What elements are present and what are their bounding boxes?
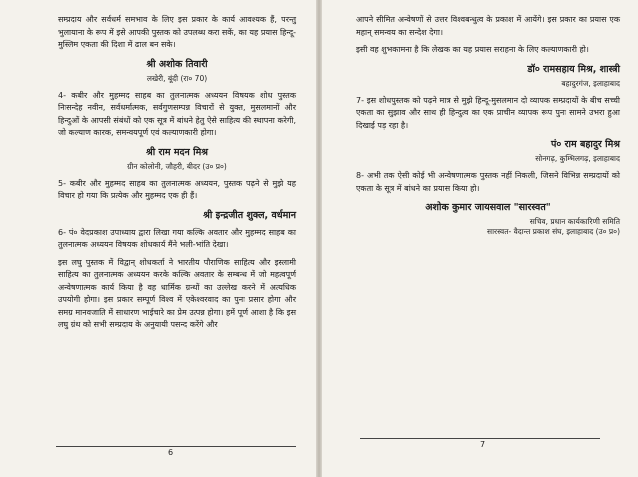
footer-rule <box>56 446 296 447</box>
signature-name: श्री इन्द्रजीत शुक्ल, वर्धमान <box>203 209 296 221</box>
right-signature-1 <box>356 62 620 89</box>
signature-address: सारस्वत- वैदान्त प्रकाश संघ, इलाहाबाद (उ० प्र०) <box>487 227 620 236</box>
page-number: 6 <box>168 448 174 457</box>
page-number: 7 <box>480 440 486 449</box>
right-paragraph-4: 8- अभी तक ऐसी कोई भी अन्वेषणात्मक पुस्तक नहीं निकली, जिसने विभिन्न सम्प्रदायों को एकता के सूत्र में बांधने का प्रयास किया हो। <box>356 171 620 193</box>
right-paragraph-2: इसी वह शुभकामना है कि लेखक का यह प्रयास सराहना के लिए कल्याणकारी हो। <box>356 45 589 54</box>
footer-rule <box>360 438 600 439</box>
signature-address: लखेरी, बूंदी (रा० 70) <box>146 73 208 83</box>
signature-name: डॉ० रामसहाय मिश्र, शास्त्री <box>527 63 620 75</box>
right-page <box>320 0 638 477</box>
left-paragraph-4: 6- पं० वेदप्रकाश उपाध्याय द्वारा लिखा गया कल्कि अवतार और मुहम्मद साहब का तुलनात्मक अध्ययन विषयक शोधकार्य मैंने भली-भांति देखा। <box>58 227 296 249</box>
signature-address: सोनगढ़, कुम्भिलगढ़, इलाहाबाद <box>535 154 620 163</box>
signature-name: श्री अशोक तिवारी <box>146 58 208 70</box>
signature-address: बहादुरगंज, इलाहाबाद <box>561 78 620 88</box>
signature-name: अशोक कुमार जायसवाल "सारस्वत" <box>425 202 551 213</box>
left-paragraph-2: 4- कबीर और मुहम्मद साहब का तुलनात्मक अध्ययन विषयक शोध पुस्तक निःसन्देह नवीन, सर्वधर्मात्मक, सर्वगुणसम्पन्न विचारों से युक्त, मुसलमानों और हिन्दुओं के आपसी संबंधों को एक सूत्र में बांधने हेतु ऐसे साहित्य की स्थापना करेगी, जो कल्याण कारक, समन्वयपूर्ण एवं कल्याणकारी होगा। <box>58 90 296 137</box>
right-paragraph-3: 7- इस शोधपुस्तक को पढ़ने मात्र से मुझे हिन्दू-मुसलमान दो व्यापक सम्प्रदायों के बीच सच्ची एकता का सुझाव और साथ ही हिन्दुत्व का एक प्राचीन व्यापक रूप पुनः सामने उभरा हुआ दिखाई पड़ रहा है। <box>356 95 620 130</box>
right-paragraph-1: आपने सीमित अन्वेषणों से उत्तर विश्वबन्धुत्व के प्रकाश में आयेंगे। इस प्रकार का प्रयास एक महान् समन्वय का सन्देश देगा। <box>356 15 620 37</box>
left-page <box>0 0 318 477</box>
signature-address: सचिव, प्रधान कार्यकारिणी समिति <box>529 217 620 226</box>
signature-address: ग्रीन कोलोनी, जौहरी, बीदर (उ० प्र०) <box>127 161 227 171</box>
left-signature-3 <box>58 208 296 221</box>
left-signature-1 <box>58 57 296 84</box>
right-signature-3 <box>356 200 620 237</box>
left-signature-2 <box>58 145 296 172</box>
right-signature-2 <box>356 137 620 164</box>
left-paragraph-5: इस लघु पुस्तक में विद्वान् शोधकर्ता ने भारतीय पौराणिक साहित्य और इस्लामी साहित्य का तुलनात्मक अध्ययन करके कल्कि अवतार के सम्बन्ध में जो महत्वपूर्ण अन्वेषणात्मक कार्य किया है वह धार्मिक ग्रन्थों का उल्लेख करने में अत्यधिक उपयोगी होगा। इस प्रकार सम्पूर्ण विश्व में एकेश्वरवाद का पुनः प्रसार होगा और समग्र मानवजाति में साधारण भाईचारे का प्रेम उत्पन्न होगा। हमें पूर्ण आशा है कि इस लघु ग्रंथ को सभी सम्प्रदाय के अनुयायी पसन्द करेंगे और <box>58 257 296 329</box>
left-paragraph-1: सम्प्रदाय और सर्वधर्म समभाव के लिए इस प्रकार के कार्य आवश्यक हैं, परन्तु भुलायाना के रूप में इसे आपकी पुस्तक को उपलब्ध करा सकें, का यह प्रयास हिन्दू-मुस्लिम एकता की दिशा में ढाल बन सके। <box>58 15 296 49</box>
left-paragraph-3: 5- कबीर और मुहम्मद साहब का तुलनात्मक अध्ययन, पुस्तक पढ़ने से मुझे यह विचार हो गया कि प्रत्येक और मुहम्मद एक ही हैं। <box>58 178 296 200</box>
signature-name: श्री राम मदन मिश्र <box>145 146 208 158</box>
signature-name: पं० राम बहादुर मिश्र <box>550 139 620 150</box>
